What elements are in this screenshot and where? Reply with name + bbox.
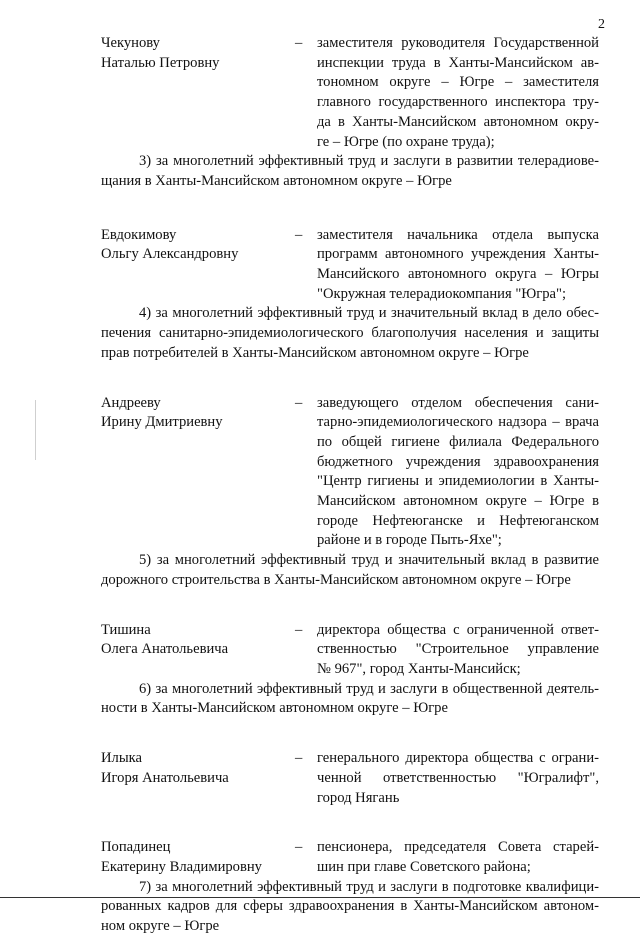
section-line: рованных кадров для сферы здравоохранения в Ханты-Мансийском автоном- [101,898,599,915]
section-paragraph [101,304,599,363]
position-line: ге – Югре (по охране труда); [317,133,495,150]
section-line: 7) за многолетний эффективный труд и заслуги в подготовке квалифици- [139,878,599,895]
name-line: Евдокимову [101,226,177,243]
spacer [101,192,599,226]
award-entry [101,34,599,152]
position-line: город Нягань [317,789,400,806]
position-line: районе и в городе Пыть-Яхе"; [317,532,502,549]
section-line: дорожного строительства в Ханты-Мансийском автономном округе – Югре [101,571,571,588]
name-line: Ольгу Александровну [101,246,239,263]
section-line: щания в Ханты-Мансийском автономном округе – Югре [101,172,452,189]
award-entry [101,226,599,305]
position-line: шин при главе Советского района; [317,858,531,875]
section-line: печения санитарно-эпидемиологического благополучия населения и защиты [101,325,599,342]
person-name [101,749,295,788]
name-line: Ирину Дмитриевну [101,414,223,431]
person-name [101,226,295,265]
page-bottom-border [0,897,640,898]
spacer [101,591,599,621]
dash-separator: – [295,226,303,243]
position-line: Мансийского автономного округа – Югры [317,266,599,283]
dash-separator: – [295,839,303,856]
award-entry [101,838,599,877]
position-line: Мансийском автономном округе – Югре в [317,493,599,510]
position-line: заместителя руководителя Государственной [317,35,599,51]
spacer [101,364,599,394]
section-paragraph [101,152,599,191]
position-line: ственностью "Строительное управление [317,641,599,658]
person-name [101,621,295,660]
position-line: генерального директора общества с ограни- [317,750,599,767]
section-line: 4) за многолетний эффективный труд и значительный вклад в дело обес- [139,305,599,322]
name-line: Олега Анатольевича [101,641,229,658]
name-line: Андрееву [101,394,161,411]
section-line: 5) за многолетний эффективный труд и значительный вклад в развитие [139,552,599,569]
position-line: пенсионера, председателя Совета старей- [317,839,599,856]
name-line: Чекунову [101,35,160,51]
section-paragraph [101,878,599,937]
document-body [101,34,599,937]
name-line: Игоря Анатольевича [101,769,229,786]
award-entry [101,749,599,808]
scan-edge-mark [35,400,36,460]
position-line: директора общества с ограниченной ответ- [317,621,599,638]
section-paragraph [101,680,599,719]
position-line: да в Ханты-Мансийском автономном окру- [317,113,599,130]
position-line: программ автономного учреждения Ханты- [317,246,599,263]
section-line: 6) за многолетний эффективный труд и заслуги в общественной деятель- [139,680,599,697]
position-line: заместителя начальника отдела выпуска [317,226,599,243]
spacer [101,808,599,838]
page-number: 2 [598,17,605,32]
name-line: Наталью Петровну [101,54,220,71]
name-line: Екатерину Владимировну [101,858,262,875]
dash-separator: – [295,750,303,767]
position-line: по общей гигиене филиала Федерального [317,433,599,450]
position-line: главного государственного инспектора тру- [317,94,599,111]
section-line: ности в Ханты-Мансийском автономном округе – Югре [101,700,448,717]
position-line: тономном округе – Югре – заместителя [317,74,599,91]
person-position [317,394,599,552]
person-position [317,621,599,680]
name-line: Попадинец [101,839,171,856]
award-entry [101,621,599,680]
section-line: ном округе – Югре [101,918,220,935]
person-name [101,838,295,877]
name-line: Тишина [101,621,151,638]
position-line: ченной ответственностью "Югралифт", [317,769,599,786]
position-line: № 967", город Ханты-Мансийск; [317,660,521,677]
person-position [317,226,599,305]
person-position [317,749,599,808]
person-position [317,838,599,877]
position-line: "Центр гигиены и эпидемиологии в Ханты- [317,473,599,490]
name-line: Илыка [101,750,142,767]
section-paragraph [101,551,599,590]
position-line: "Окружная телерадиокомпания "Югра"; [317,285,567,302]
position-line: заведующего отделом обеспечения сани- [317,394,599,411]
section-line: 3) за многолетний эффективный труд и заслуги в развитии телерадиове- [139,153,599,170]
position-line: инспекции труда в Ханты-Мансийском ав- [317,54,599,71]
dash-separator: – [295,35,303,51]
dash-separator: – [295,621,303,638]
person-name [101,394,295,433]
position-line: тарно-эпидемиологического надзора – врача [317,414,599,431]
position-line: бюджетного учреждения здравоохранения [317,453,599,470]
dash-separator: – [295,394,303,411]
person-position [317,34,599,152]
award-entry [101,394,599,552]
spacer [101,719,599,749]
position-line: городе Нефтеюганске и Нефтеюганском [317,512,599,529]
person-name [101,34,295,73]
section-line: прав потребителей в Ханты-Мансийском автономном округе – Югре [101,344,529,361]
